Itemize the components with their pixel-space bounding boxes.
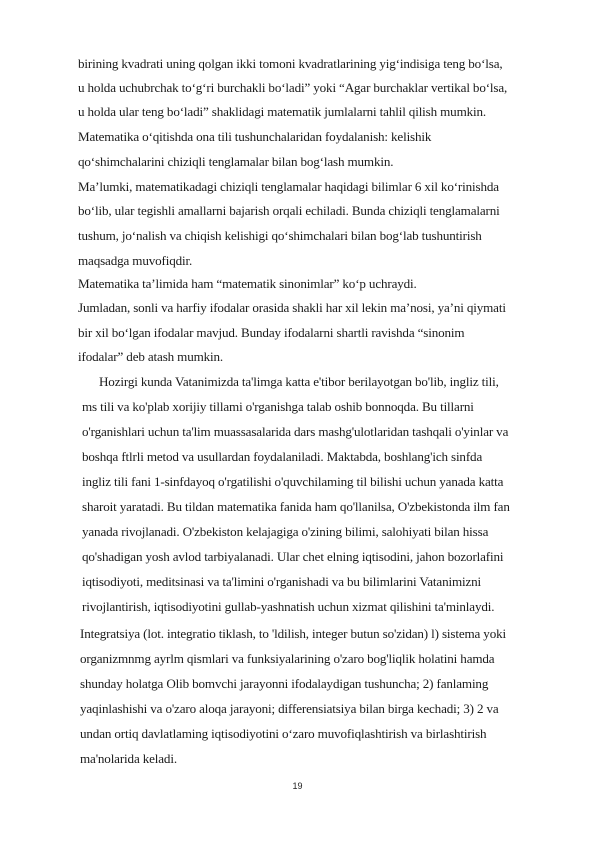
text-line: yanada rivojlanadi. O'zbekiston kelajagiga o'zining bilimi, salohiyati bilan hissa: [82, 524, 489, 539]
text-line: maqsadga muvofiqdir.: [78, 253, 193, 268]
text-line: bir xil bo‘lgan ifodalar mavjud. Bunday ifodalarni shartli ravishda “sinonim: [78, 325, 465, 340]
text-line: ingliz tili fani 1-sinfdayoq o'rgatilishi o'quvchilaming til bilishi uchun yanada katta: [82, 474, 504, 489]
text-line: Hozirgi kunda Vatanimizda ta'limga katta e'tibor berilayotgan bo'lib, ingliz tili,: [99, 374, 499, 389]
text-line: u holda ular teng bo‘ladi” shaklidagi matematik jumlalarni tahlil qilish mumkin.: [78, 104, 487, 119]
text-line: ma'nolarida keladi.: [80, 751, 177, 766]
text-line: sharoit yaratadi. Bu tildan matematika fanida ham qo'llanilsa, O'zbekistonda ilm fan: [82, 499, 510, 514]
text-line: birining kvadrati uning qolgan ikki tomoni kvadratlarining yig‘indisiga teng bo‘lsa,: [78, 56, 503, 71]
text-line: ms tili va ko'plab xorijiy tillami o'rganishga talab oshib bonnoqda. Bu tillarni: [82, 399, 474, 414]
page-number: 19: [292, 781, 303, 791]
text-line: organizmnmg ayrlm qismlari va funksiyalarining o'zaro bog'liqlik holatini hamda: [80, 651, 495, 666]
text-line: yaqinlashishi va o'zaro aloqa jarayoni; differensiatsiya bilan birga kechadi; 3) 2 va: [80, 701, 499, 716]
text-line: boshqa ftlrli metod va usullardan foydalaniladi. Maktabda, boshlang'ich sinfda: [82, 449, 483, 464]
text-line: Matematika o‘qitishda ona tili tushunchalaridan foydalanish: kelishik: [78, 129, 432, 144]
text-line: Ma’lumki, matematikadagi chiziqli tenglamalar haqidagi bilimlar 6 xil ko‘rinishda: [78, 179, 499, 194]
text-line: ifodalar” deb atash mumkin.: [78, 349, 224, 364]
text-line: rivojlantirish, iqtisodiyotini gullab-yashnatish uchun xizmat qilishini ta'minlaydi.: [82, 599, 495, 614]
text-line: qo'shadigan yosh avlod tarbiyalanadi. Ular chet elning iqtisodini, jahon bozorlafini: [82, 549, 504, 564]
text-line: u holda uchubrchak to‘g‘ri burchakli bo‘ladi” yoki “Agar burchaklar vertikal bo‘lsa,: [78, 80, 508, 95]
text-line: undan ortiq davlatlaming iqtisodiyotini o‘zaro muvofiqlashtirish va birlashtirish: [80, 726, 487, 741]
text-line: qo‘shimchalarini chiziqli tenglamalar bilan bog‘lash mumkin.: [78, 154, 394, 169]
text-line: Integratsiya (lot. integratio tiklash, to 'ldilish, integer butun so'zidan) l) sistema yoki: [80, 626, 506, 641]
text-line: Jumladan, sonli va harfiy ifodalar orasida shakli har xil lekin ma’nosi, ya’ni qiymati: [78, 300, 506, 315]
text-line: bo‘lib, ular tegishli amallarni bajarish orqali echiladi. Bunda chiziqli tenglamalarni: [78, 203, 500, 218]
text-line: iqtisodiyoti, meditsinasi va ta'limini o'rganishadi va bu bilimlarini Vatanimizni: [82, 574, 482, 589]
text-line: o'rganishlari uchun ta'lim muassasalarida dars mashg'ulotlaridan tashqali o'yinlar va: [82, 424, 509, 439]
text-line: shunday holatga Olib bomvchi jarayonni ifodalaydigan tushuncha; 2) fanlaming: [80, 676, 489, 691]
text-line: Matematika ta’limida ham “matematik sinonimlar” ko‘p uchraydi.: [78, 276, 417, 291]
text-line: tushum, jo‘nalish va chiqish kelishigi qo‘shimchalari bilan bog‘lab tushuntirish: [78, 228, 482, 243]
